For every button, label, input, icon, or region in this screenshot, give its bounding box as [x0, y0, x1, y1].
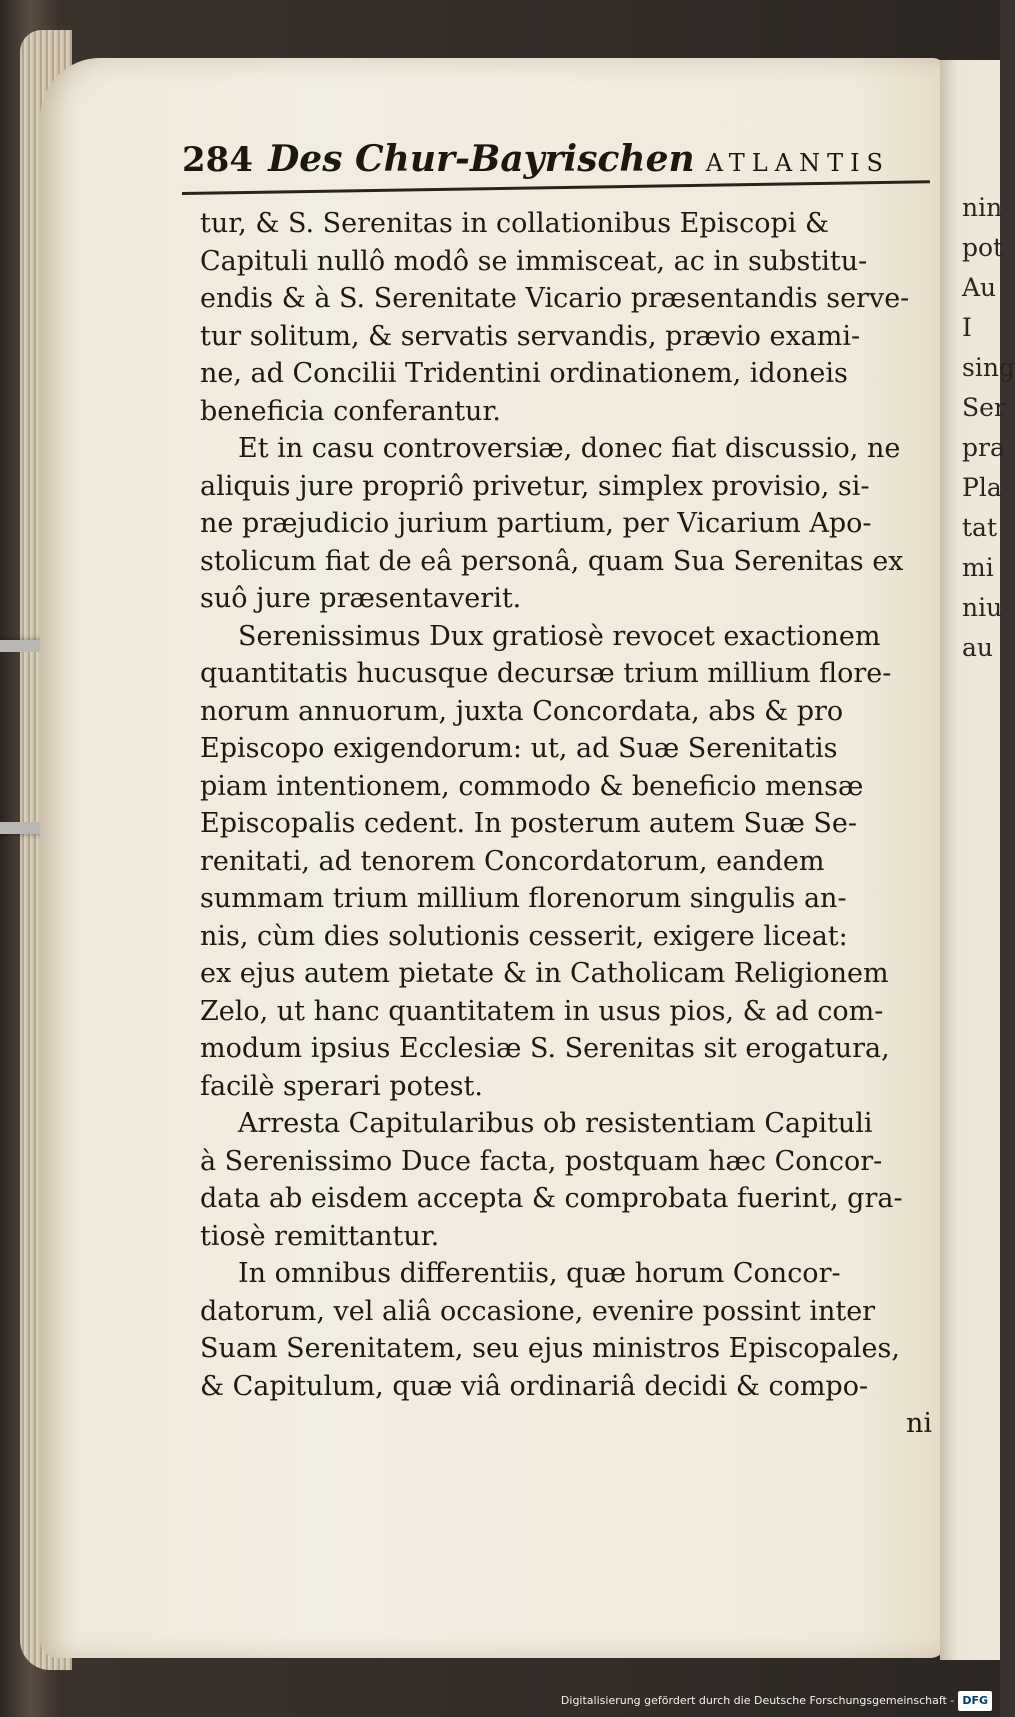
text-line: Et in casu controversiæ, donec fiat discussio, ne	[238, 433, 901, 464]
facing-line: niu	[962, 593, 1003, 622]
facing-line: sing	[962, 353, 1015, 382]
text-line: ne, ad Concilii Tridentini ordinationem, idoneis	[200, 358, 848, 389]
text-line: data ab eisdem accepta & comprobata fuerint, gra-	[200, 1183, 903, 1214]
running-title-caps: ATLANTIS	[705, 149, 890, 177]
text-line: stolicum fiat de eâ personâ, quam Sua Serenitas ex	[200, 545, 904, 577]
text-line: tur, & S. Serenitas in collationibus Episcopi &	[200, 208, 830, 239]
body-text	[200, 205, 940, 1443]
facing-line: Ser	[962, 393, 1006, 422]
facing-line: Pla	[962, 473, 1002, 502]
facing-line: pot	[962, 233, 1004, 262]
facing-line: Au	[962, 273, 997, 302]
text-line: Zelo, ut hanc quantitatem in usus pios, & ad com-	[200, 995, 884, 1027]
text-line: aliquis jure propriô privetur, simplex provisio, si-	[200, 470, 870, 502]
facing-line: au	[962, 633, 994, 662]
text-line: Suam Serenitatem, seu ejus ministros Episcopales,	[200, 1333, 900, 1364]
text-line: ni	[905, 1408, 932, 1439]
text-line: summam trium millium florenorum singulis an-	[200, 883, 847, 914]
facing-line: I	[962, 313, 972, 342]
text-line: Episcopalis cedent. In posterum autem Suæ Se-	[200, 808, 858, 839]
page-number: 284	[182, 140, 253, 180]
text-line: beneficia conferantur.	[200, 395, 501, 427]
text-line: Arresta Capitularibus ob resistentiam Capituli	[238, 1108, 873, 1139]
text-line: ne præjudicio jurium partium, per Vicarium Apo-	[200, 508, 872, 539]
running-title: Des Chur-Bayrischen	[268, 138, 695, 180]
facing-page-text	[962, 188, 1015, 668]
credit-text: Digitalisierung gefördert durch die Deutsche Forschungsgemeinschaft -	[560, 1694, 955, 1707]
facing-line: tat	[962, 513, 997, 542]
text-line: suô jure præsentaverit.	[200, 583, 522, 614]
text-line: tur solitum, & servatis servandis, prævio exami-	[200, 320, 861, 352]
text-line: Serenissimus Dux gratiosè revocet exactionem	[238, 620, 881, 652]
text-line: Episcopo exigendorum: ut, ad Suæ Serenitatis	[200, 733, 838, 764]
text-line: renitati, ad tenorem Concordatorum, eandem	[200, 845, 825, 877]
text-line: norum annuorum, juxta Concordata, abs & pro	[200, 695, 844, 727]
facing-line: pra	[962, 433, 1005, 462]
facing-line: nin	[962, 193, 1003, 222]
dfg-logo: DFG	[958, 1691, 992, 1711]
text-line: piam intentionem, commodo & beneficio mensæ	[200, 770, 864, 802]
text-line: In omnibus differentiis, quæ horum Concor-	[238, 1258, 841, 1289]
text-line: modum ipsius Ecclesiæ S. Serenitas sit erogatura,	[200, 1033, 890, 1064]
text-line: endis & à S. Serenitate Vicario præsentandis serve-	[200, 283, 910, 314]
text-line: nis, cùm dies solutionis cesserit, exigere liceat:	[200, 920, 848, 952]
digitization-credit	[561, 1691, 992, 1711]
text-line: à Serenissimo Duce facta, postquam hæc Concor-	[200, 1145, 883, 1177]
text-line: quantitatis hucusque decursæ trium millium flore-	[200, 658, 892, 689]
text-line: Capituli nullô modô se immisceat, ac in substitu-	[200, 245, 868, 277]
text-line: ex ejus autem pietate & in Catholicam Religionem	[200, 958, 889, 989]
text-line: facilè sperari potest.	[200, 1070, 483, 1102]
facing-line: mi	[962, 553, 994, 582]
text-line: & Capitulum, quæ viâ ordinariâ decidi & compo-	[200, 1370, 869, 1402]
text-line: tiosè remittantur.	[200, 1220, 440, 1252]
text-line: datorum, vel aliâ occasione, evenire possint inter	[200, 1295, 876, 1327]
